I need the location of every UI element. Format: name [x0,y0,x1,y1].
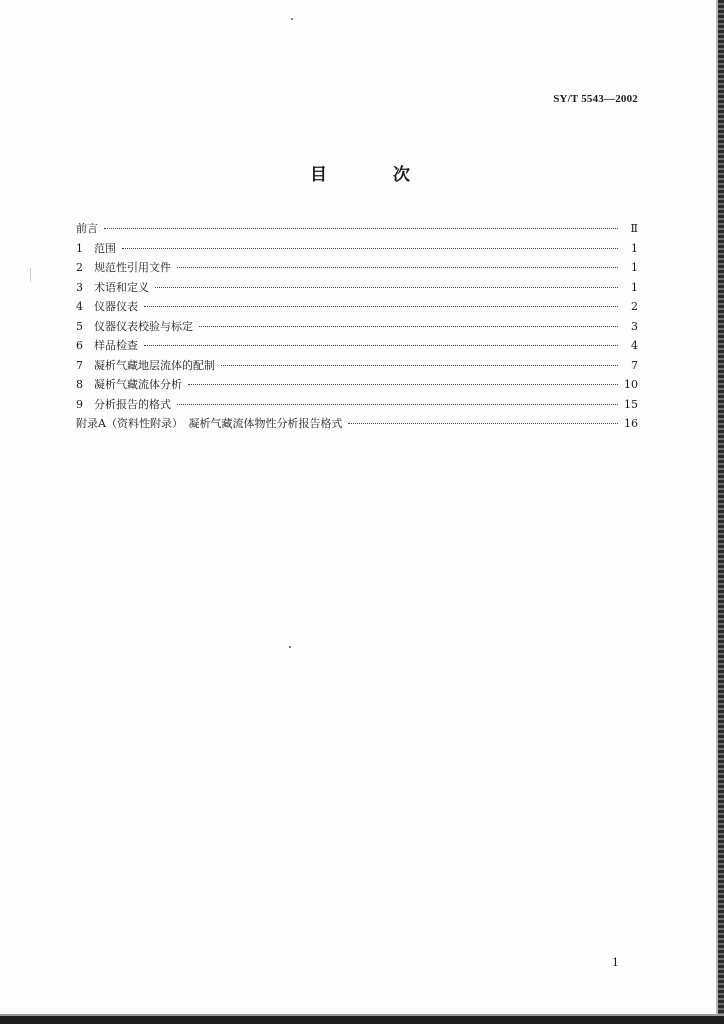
toc-leader-dots [177,267,618,268]
toc-leader-dots [221,365,618,366]
toc-leader-dots [104,228,618,229]
toc-leader-dots [122,248,618,249]
toc-entry-page: 1 [631,280,638,294]
toc-entry-label: 样品检查 [94,339,138,352]
toc-entry-label: 分析报告的格式 [94,397,171,411]
toc-entry-page: 1 [631,241,638,255]
toc-entry-1[interactable] [76,239,638,259]
toc-entry-page: 2 [631,300,638,313]
toc-entry-number: 3 [76,280,83,294]
toc-entry-label: 凝析气藏流体分析 [94,378,182,391]
toc-leader-dots [144,306,618,307]
toc-entry-page: 16 [624,417,638,430]
toc-entry-page: 10 [624,378,638,391]
page-number: 1 [612,954,619,969]
toc-entry-number: 6 [76,339,83,352]
toc-entry-label: 规范性引用文件 [94,261,171,274]
scan-edge-bottom [0,1016,724,1024]
toc-entry-appendix-a[interactable] [76,414,638,434]
scan-speck [291,18,293,20]
scan-edge-right [718,0,724,1024]
toc-entry-label: 仪器仪表校验与标定 [94,319,193,333]
toc-leader-dots [348,423,618,424]
toc-entry-page: 15 [624,397,638,411]
toc-leader-dots [177,404,618,405]
toc-entry-label: 范围 [94,241,116,255]
toc-title [310,160,410,185]
toc-entry-page: 1 [631,261,638,274]
toc-entry-9[interactable] [76,395,638,415]
toc-entry-label: 前言 [76,222,98,235]
toc-entry-label: 附录A（资料性附录） 凝析气藏流体物性分析报告格式 [76,417,343,430]
toc-leader-dots [144,345,618,346]
toc-entry-label: 术语和定义 [94,280,149,294]
toc-entry-number: 2 [76,261,83,274]
toc-entry-preface[interactable] [76,219,638,239]
toc-entry-page: 3 [631,319,638,333]
toc-entry-3[interactable] [76,278,638,298]
toc-title-char-1: 目 [310,165,327,185]
toc-entry-label: 凝析气藏地层流体的配制 [94,358,215,372]
toc-entry-number: 9 [76,397,83,411]
toc-entry-number: 5 [76,319,83,333]
toc-entry-8[interactable] [76,375,638,395]
scan-speck [289,646,291,648]
toc-entry-page: Ⅱ [630,222,638,235]
toc-entry-5[interactable] [76,317,638,337]
toc-entry-page: 4 [631,339,638,352]
toc-entry-number: 1 [76,241,83,255]
toc-entry-page: 7 [631,358,638,372]
toc-leader-dots [188,384,618,385]
toc-entry-2[interactable] [76,258,638,278]
scan-mark [30,268,31,282]
toc-entry-6[interactable] [76,336,638,356]
standard-code: SY/T 5543—2002 [553,93,638,105]
toc-entry-4[interactable] [76,297,638,317]
toc-title-char-2: 次 [393,165,410,185]
toc-entry-number: 8 [76,378,83,391]
toc-entry-7[interactable] [76,356,638,376]
toc-entry-number: 7 [76,358,83,372]
toc-leader-dots [199,326,618,327]
toc-leader-dots [155,287,618,288]
table-of-contents [76,219,638,434]
toc-entry-label: 仪器仪表 [94,300,138,313]
toc-entry-number: 4 [76,300,83,313]
